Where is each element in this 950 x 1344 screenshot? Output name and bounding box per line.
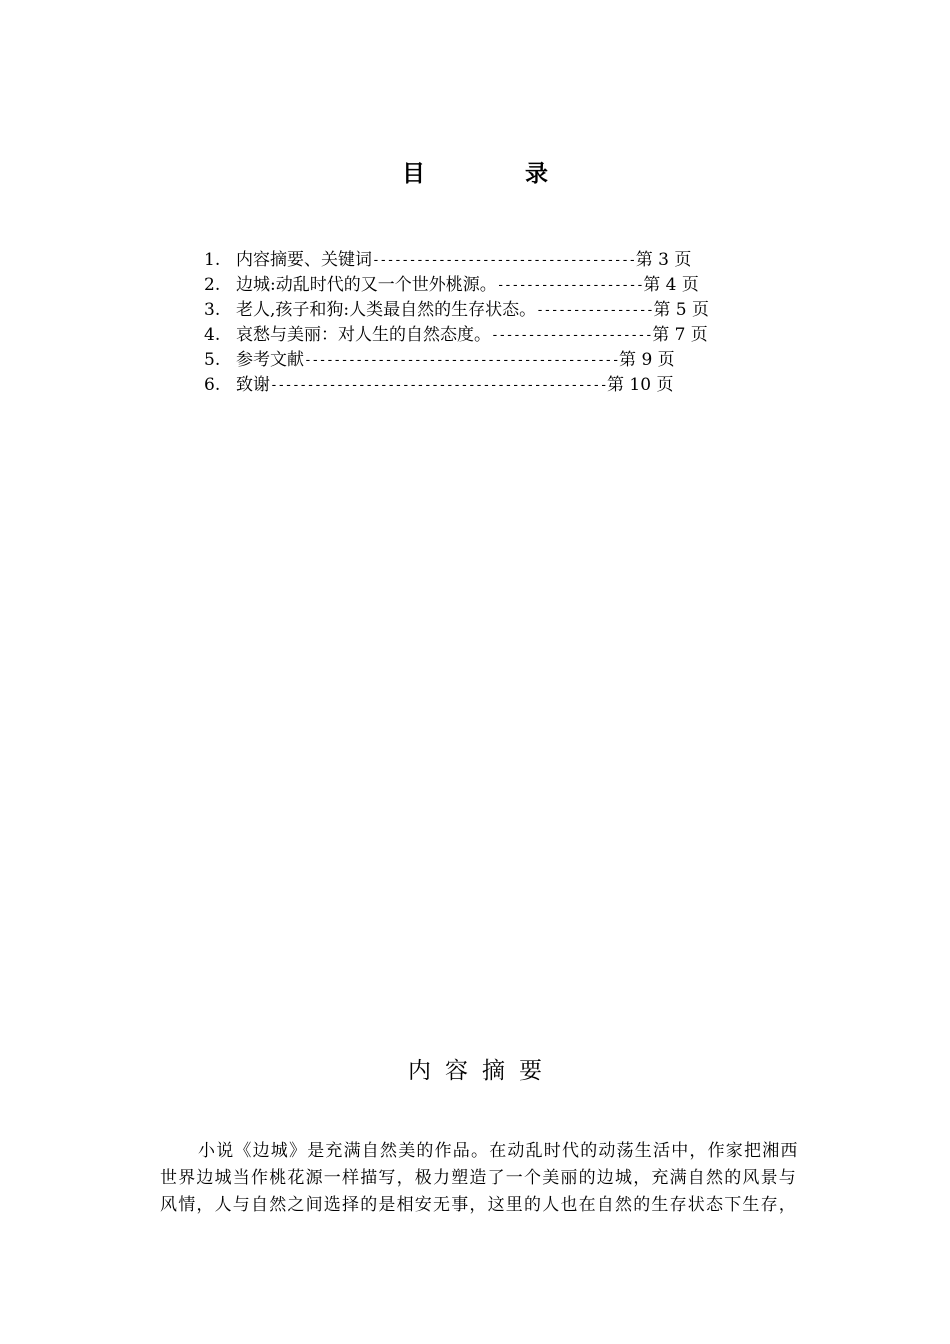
toc-entry[interactable] [200,298,800,323]
toc-entry-title: 参考文献 [236,350,304,370]
toc-title-char-2: 录 [525,161,548,187]
toc-entry-title: 致谢 [236,375,270,395]
abstract-title: 内容摘要 [408,1058,556,1084]
toc-entry-leader: -------------------- [496,278,644,293]
toc-entry-leader: ------------------------------------ [372,253,636,268]
toc-entry-number: 1. [204,250,221,270]
table-of-contents [200,248,800,398]
toc-entry-number: 3. [204,300,221,320]
toc-entry-title: 边城:动乱时代的又一个世外桃源。 [236,275,497,295]
toc-entry[interactable] [200,248,800,273]
toc-entry[interactable] [200,323,800,348]
toc-entry[interactable] [200,373,800,398]
toc-entry-leader: ---------------------------------------------- [270,378,608,393]
abstract-line: 小说《边城》是充满自然美的作品。在动乱时代的动荡生活中，作家把湘西 [198,1141,799,1161]
abstract-line: 世界边城当作桃花源一样描写，极力塑造了一个美丽的边城，充满自然的风景与 [160,1168,797,1188]
toc-entry-title: 哀愁与美丽：对人生的自然态度。 [236,325,491,345]
abstract-body [160,1138,850,1219]
toc-entry[interactable] [200,348,800,373]
toc-entry-page: 第 3 页 [635,250,692,270]
toc-entry-page: 第 9 页 [619,350,675,370]
toc-entry-leader: ------------------------------------------- [304,353,620,368]
toc-entry-page: 第 10 页 [607,375,674,395]
toc-title-char-1: 目 [402,161,425,187]
toc-entry-title: 内容摘要、关键词 [236,250,372,270]
toc-entry-page: 第 4 页 [643,275,699,295]
toc-entry-title: 老人,孩子和狗:人类最自然的生存状态。 [236,300,537,320]
toc-entry-number: 5. [204,350,221,370]
toc-entry-page: 第 7 页 [652,325,708,345]
toc-entry-leader: ---------------------- [491,328,653,343]
toc-title [0,155,950,188]
abstract-line: 风情，人与自然之间选择的是相安无事，这里的人也在自然的生存状态下生存， [160,1195,797,1215]
toc-entry[interactable] [200,273,800,298]
toc-entry-number: 6. [204,375,221,395]
toc-entry-page: 第 5 页 [653,300,709,320]
toc-entry-number: 4. [204,325,221,345]
toc-entry-number: 2. [204,275,221,295]
toc-entry-leader: ---------------- [536,303,654,318]
